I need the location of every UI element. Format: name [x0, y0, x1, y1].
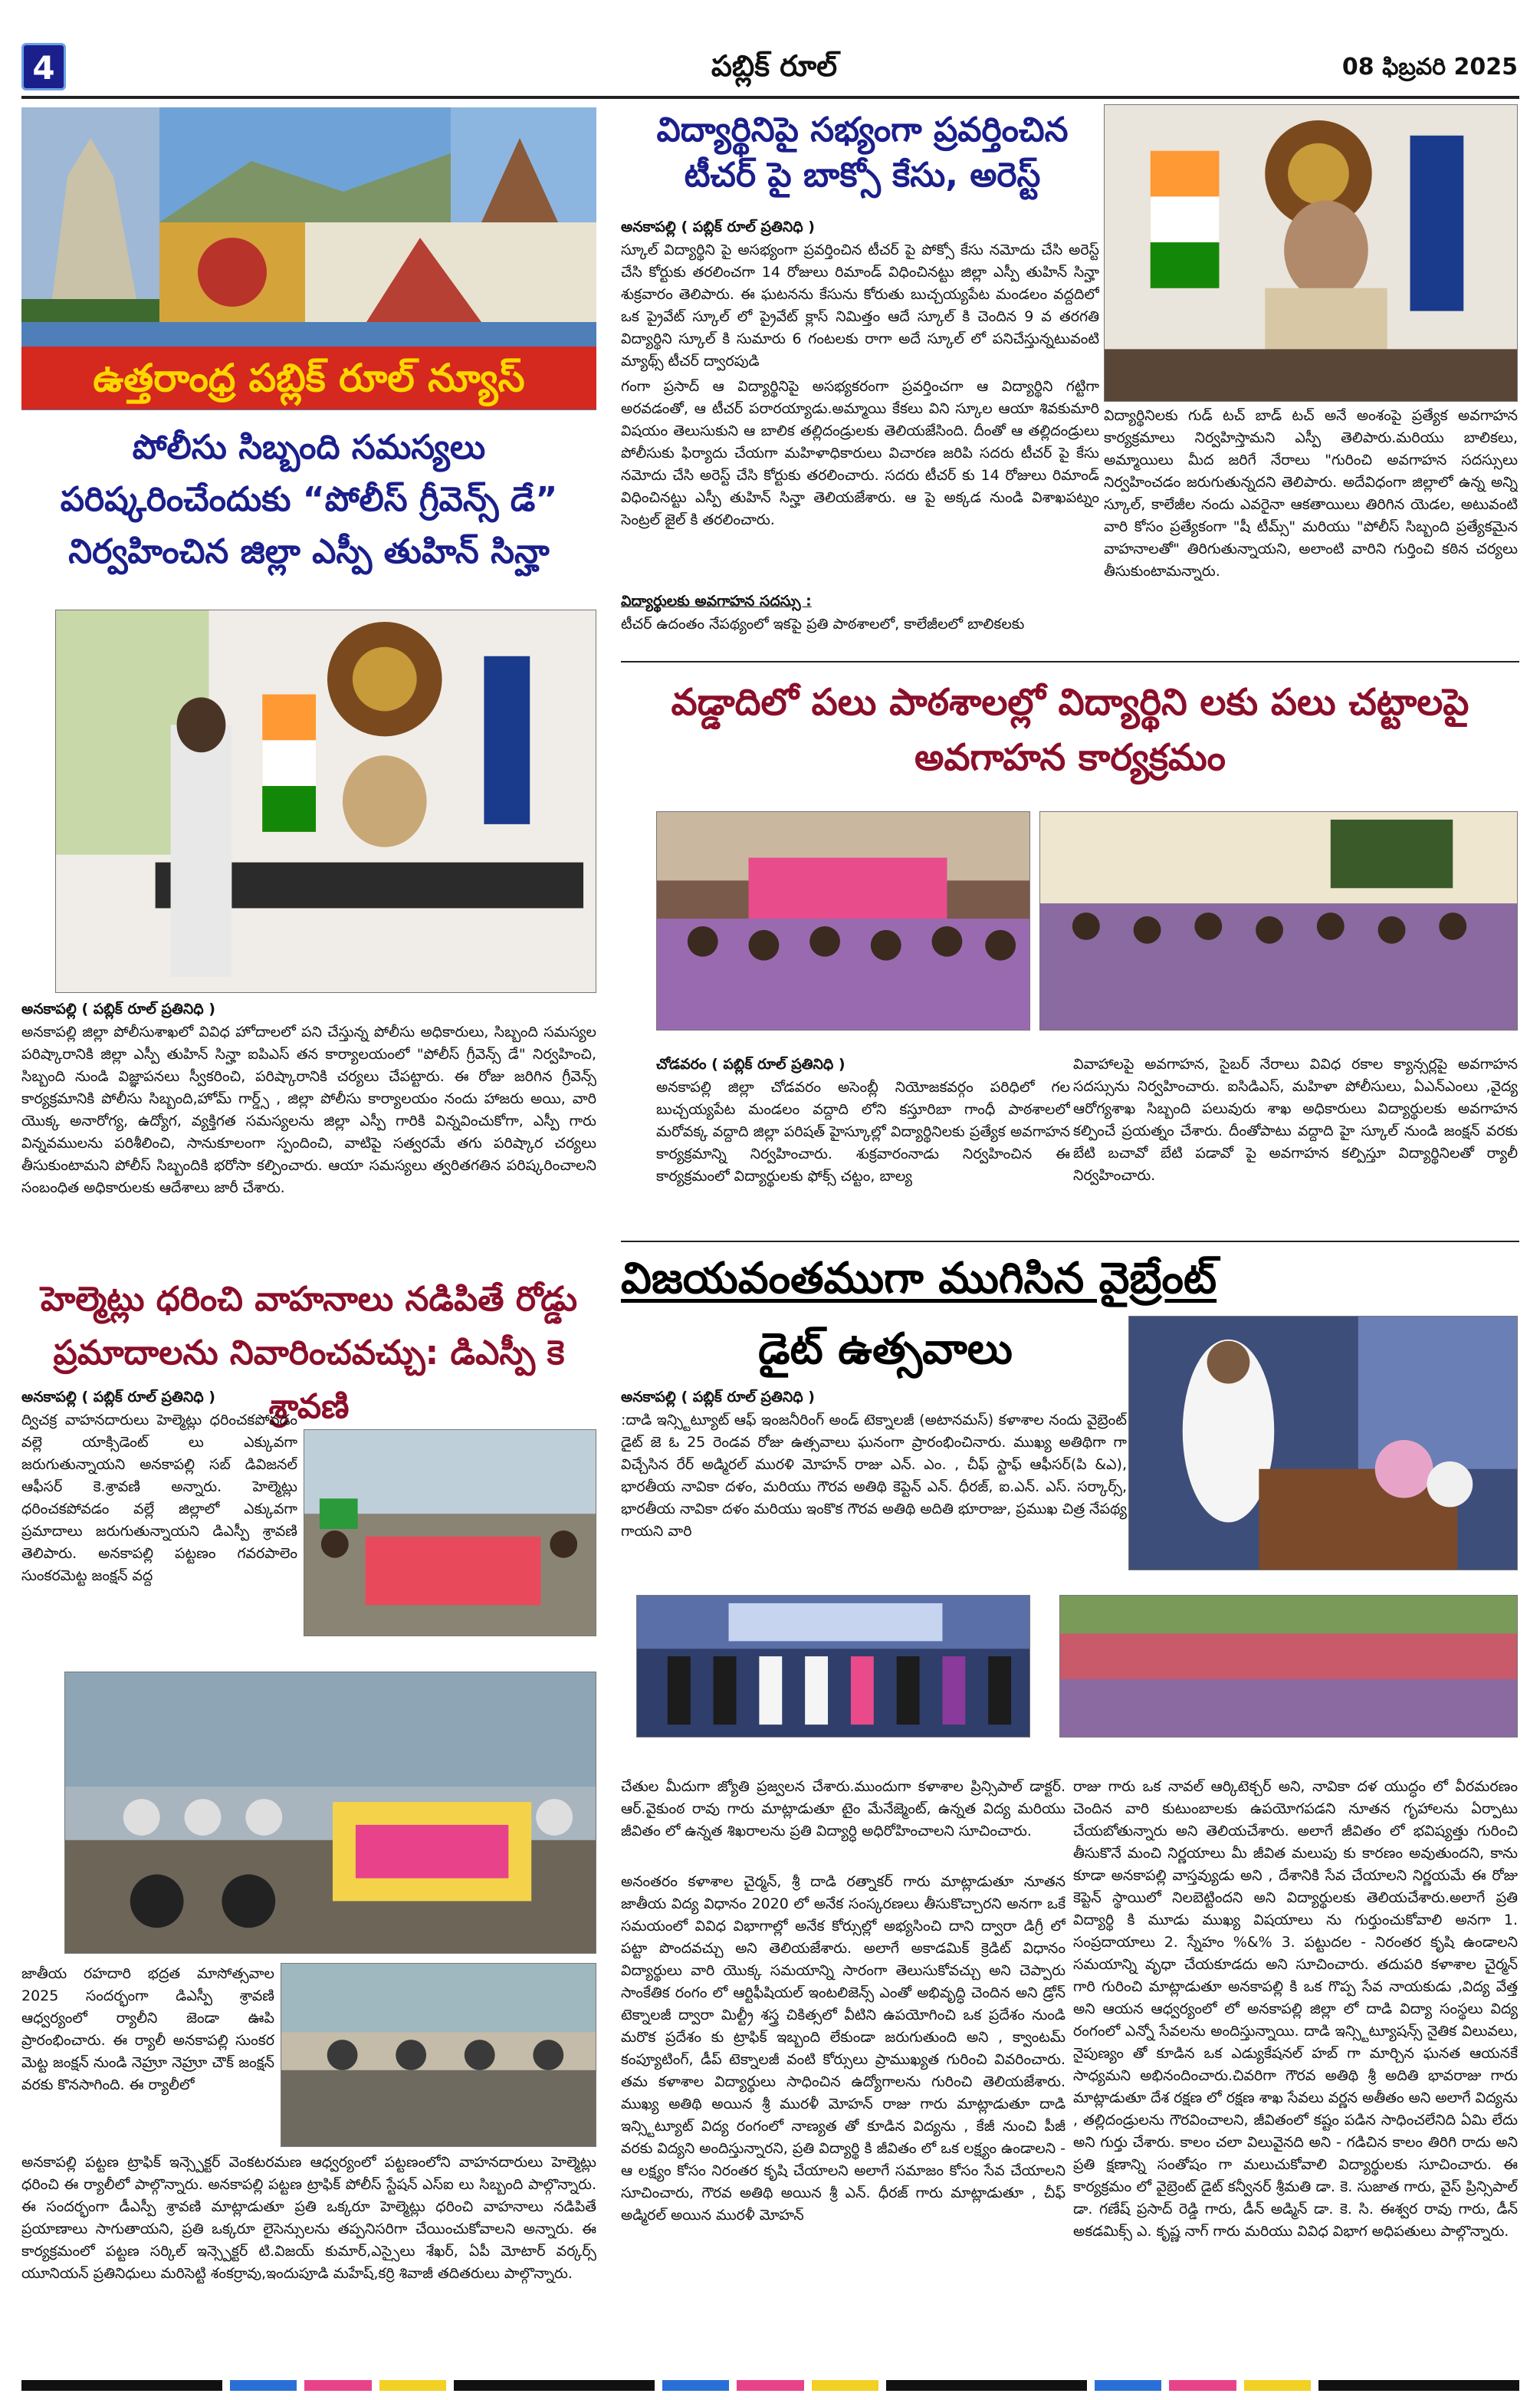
- grievance-paragraph-1: అనకాపల్లి జిల్లా పోలీసుశాఖలో వివిధ హోదాలలో పని చేస్తున్న పోలీసు అధికారులు, సిబ్బంది సమస్యల పరిష్కారానికి జిల్లా ఎస్పీ తుహిన్ సిన్హా ఐపిఎస్ తన కార్యాలయంలో "పోలీస్ గ్రీవెన్స్ డే" నిర్వహించి, సిబ్బంది నుండి విజ్ఞాపనలు స్వీకరించి, పరిష్కారానికి చర్యలు చేపట్టారు. ఈ రోజు జరిగిన గ్రీవెన్స్ కార్యక్రమానికి పోలీసు సిబ్బంది,హోమ్ గార్డ్స్ , జిల్లా పోలీసు కార్యాలయం నందు హాజరు అయి, వారి యొక్క అనారోగ్య, ఉద్యోగ, వ్యక్తిగత సమస్యలను జిల్లా ఎస్పీ గారికి విన్నవించుకోగా, ఎస్పీ గారు విన్నవములను పరిశీలించి, సానుకూలంగా స్పందించి, వాటిపై సత్వరమే తగు పరిష్కార చర్యలు తీసుకుంటామని పోలీస్ సిబ్బందికి భరోసా కల్పించారు. ఆయా సమస్యలు త్వరితగతిన పరిష్కరించాలని సంబంధిత అధికారులకు ఆదేశాలు జారీ చేశారు.: [21, 1024, 596, 1196]
- issue-date: 08 ఫిబ్రవరి 2025: [1341, 54, 1518, 81]
- awareness-paragraph-2: వివాహాలపై అవగాహన, సైబర్ నేరాలు వివిధ రకాల క్యాన్సర్లపై అవగాహన సదస్సును నిర్వహించారు. ఐసిడిఎస్, మహిళా పోలీసులు, ఏఎన్ఎంలు ,వైద్య ఆరోగ్యశాఖ సిబ్బంది పలువురు శాఖ అధికారులు విద్యార్థులకు అవగాహన కల్పించే ప్రయత్నం చేశారు. దీంతోపాటు వద్దాది హై స్కూల్ నుండి జంక్షన్ వరకు బేటి బచావో బేటి పడావో పై అవగాహన కల్పిస్తూ విద్యార్థినిలతో ర్యాలీ నిర్వహించారు.: [1073, 1056, 1518, 1184]
- diet-image-3: [1060, 1596, 1517, 1737]
- helmet-headline-line1: హెల్మెట్లు ధరించి వాహనాలు నడిపితే రోడ్డు: [40, 1280, 578, 1319]
- awareness-top-rule: [621, 661, 1519, 662]
- teacher-body-1: [621, 239, 1099, 592]
- teacher-paragraph-3: టీచర్ ఉదంతం నేపథ్యంలో ఇకపై ప్రతి పాఠశాలలో, కాలేజీలలో బాలికలకు: [621, 616, 1025, 633]
- helmet-photo-3: [281, 1963, 596, 2147]
- print-registration-bar: [21, 2380, 1519, 2391]
- helmet-paragraph-2: జాతీయ రహదారి భద్రత మాసోత్సవాల 2025 సందర్భంగా డిఎస్పీ శ్రావణి ఆధ్వర్యంలో ర్యాలీని జెండా ఊపి ప్రారంభించారు. ఈ ర్యాలీ అనకాపల్లి సుంకర మెట్ట జంక్షన్ నుండి నెహ్రూ నెహ్రూ చౌక్ జంక్షన్ వరకు కొనసాగింది. ఈ ర్యాలీలో: [21, 1965, 274, 2093]
- awareness-photo-1: [656, 811, 1030, 1031]
- teacher-subhead: విద్యార్థులకు అవగాహన సదస్సు :: [621, 593, 812, 610]
- awareness-byline: చోడవరం ( పబ్లిక్ రూల్ ప్రతినిధి ): [656, 1056, 846, 1073]
- diet-headline-line2: డైట్ ఉత్సవాలు: [758, 1324, 1013, 1374]
- sp-office-photo: [1104, 104, 1518, 402]
- grievance-headline-line1: పోలీసు సిబ్బంది సమస్యలు: [132, 428, 486, 467]
- helmet-image-3: [281, 1964, 596, 2146]
- teacher-headline-line1: విద్యార్థినిపై సభ్యంగా ప్రవర్తించిన: [656, 110, 1069, 150]
- grievance-headline-line2: పరిష్కరించేందుకు “పోలీస్ గ్రీవెన్స్ డే”: [60, 480, 558, 519]
- awareness-paragraph-1: అనకాపల్లి జిల్లా చోడవరం అసెంబ్లీ నియోజకవర్గం పరిధిలో గల బుచ్చయ్యపేట మండలం వద్దాది లోని కస్తూరిబా గాంధీ పాఠశాలలో మరోవక్క వద్దాది జిల్లా పరిషత్ హైస్కూల్లో విద్యార్థినిలకు ప్రత్యేక అవగాహన కార్యక్రమాన్ని నిర్వహించారు. శుక్రవారంనాడు నిర్వహించిన ఈ కార్యక్రమంలో విద్యార్థులకు ఫోక్స్ చట్టం, బాల్య: [656, 1079, 1070, 1185]
- paper-name: పబ్లిక్ రూల్: [711, 49, 838, 83]
- regional-banner-label: ఉత్తరాంధ్ర పబ్లిక్ రూల్ న్యూస్: [93, 356, 525, 400]
- grievance-photo: [55, 610, 596, 993]
- diet-paragraph-2: చేతుల మీదుగా జ్యోతి ప్రజ్వలన చేశారు.ముందుగా కళాశాల ప్రిన్సిపాల్ డాక్టర్. ఆర్.వైకుంఠ రావు గారు మాట్లాడుతూ టైం మేనేజ్మెంట్, ఉన్నత విద్య మరియు జీవితం లో ఉన్నత శిఖరాలను ప్రతి విద్యార్ధి అధిరోహించాలని సూచించారు.: [621, 1778, 1066, 1839]
- diet-paragraph-4: రాజు గారు ఒక నావల్ ఆర్కిటెక్చర్ అని, నావికా దళ యుద్ధం లో వీరమరణం చెందిన వారి కుటుంబాలకు ఉపయోగపడని నూతన గృహాలను ఏర్పాటు చేయబోతున్నారు అని తెలియచేశారు. అలాగే జీవితం లో భవిష్యత్తు గురించి తీసుకొనే మంచి నిర్ణయాలు మీ జీవిత మలుపు కు కారణం అవుతుందని, కాను కూడా అనకాపల్లి వాస్తవ్యుడు అని , దేశానికి సేవ చేయాలని నిర్ణయమే ఈ రోజు కెప్టెన్ స్థాయిలో నిలబెట్టిందని అని విద్యార్థులకు తెలియచేశారు.అలాగే ప్రతి విద్యార్థి కి మూడు ముఖ్య విషయాలు ను గుర్తుంచుకోవాలి అనగా 1. సంప్రదాయాలు 2. స్నేహం %&% 3. పట్టుదల - నిరంతర కృషి ఉండాలని సమయాన్ని వృధా చేయకూడదు అని సూచించారు. తదుపరి కళాశాల చైర్మన్ గారి గురించి మాట్లాడుతూ అనకాపల్లి కి ఒక గొప్ప సేవ నాయకుడు ,విద్య వేత్త అని ఆయన ఆధ్వర్యంలో లో అనకాపల్లి జిల్లా లో దాడి విద్యా సంస్థలు విద్య రంగంలో ఎన్నో సేవలను అందిస్తున్నాయి. దాడి ఇన్స్టిట్యూషన్స్ నైతిక విలువలు, నైపుణ్యం తో కూడిన ఒక ఎడ్యుకేషనల్ హబ్ గా మార్చిన ఘనత ఆయనకే సాధ్యమని అభినందించారు.చివరిగా గౌరవ అతిథి శ్రీ అదితి భావరాజు గారు మాట్లాడుతూ దేశ రక్షణ లో రక్షణ శాఖ సేవలు వర్ణన అతీతం అని అలాగే విద్యను , తల్లిదండ్రులను గౌరవించాలని, జీవితంలో కష్టం పడిన సాధించలేనిది ఏమి లేదు అని గుర్తు చేశారు. కాలం చలా విలువైనది అని - గడిచిన కాలం తిరిగి రాదు అని ప్రతి క్షణాన్ని సంతోషం గా మలుచుకోవాలి విద్యార్థులకు సూచించారు. ఈ కార్యక్రమం లో వైబ్రెంట్ డైట్ కన్వీనర్ శ్రీమతి డా. కె. సుజాత గారు, వైస్ ప్రిన్సిపాల్ డా. గణేష్ ప్రసాద్ రెడ్డి గారు, డీన్ అడ్మిన్ డా. కె. సి. ఈశ్వర రావు గారు, డీన్ అకడమిక్స్ ఎ. కృష్ణ నాగ్ గారు మరియు వివిధ విభాగ అధిపతులు పాల్గొన్నారు.: [1073, 1778, 1518, 2240]
- page-number-badge: [21, 43, 66, 90]
- awareness-headline-line1: వడ్డాదిలో పలు పాఠశాలల్లో విద్యార్థిని లకు పలు చట్టాలపై: [671, 681, 1469, 724]
- page-number: 4: [32, 49, 55, 87]
- regional-banner: [21, 347, 596, 409]
- teacher-byline: అనకాపల్లి ( పబ్లిక్ రూల్ ప్రతినిధి ): [621, 219, 815, 235]
- diet-paragraph-3: అనంతరం కళాశాల చైర్మన్, శ్రీ దాడి రత్నాకర్ గారు మాట్లాడుతూ నూతన జాతీయ విద్య విధానం 2020 లో అనేక సంస్కరణలు తీసుకొచ్చారని అనగా ఒకే సమయంలో వివిధ విభాగాల్లో అనేక కోర్సుల్లో అభ్యసించి దాని ద్వారా డిగ్రీ లో పట్టా పొందవచ్చు అని తెలియజేశారు. అలాగే అకాడమిక్ క్రెడిట్ విధానం విద్యార్థులు వారి యొక్క సమయాన్ని సారంగా తెలుసుకోవచ్చు అని చెప్పారు సాంకేతిక రంగం లో ఆర్టిఫీషియల్ ఇంటలిజెన్స్ ఎంతో అభివృద్ధి చెందిన అని డ్రోన్ టెక్నాలజీ ద్వారా మిల్ట్రీ శస్త్ర చికిత్సలో వీటిని ఉపయోగించి ఒక ప్రదేశం నుండి మరొక ప్రదేశం కు ట్రాఫిక్ ఇబ్బంది లేకుండా జరుగుతుంది అని , క్వాంటమ్ కంప్యూటింగ్, డీప్ టెక్నాలజీ వంటి కోర్సులు ప్రాముఖ్యత గురించి వివరించారు. తమ కళాశాల విద్యార్థులు సాధించిన ఉద్యోగాలను గురించి తెలియజేశారు. ముఖ్య అతిథి అయిన శ్రీ మురళీ మోహన్ రాజు గారు మాట్లాడుతూ దాడి ఇన్స్టిట్యూట్ విద్య రంగంలో నాణ్యత తో కూడిన విద్యను , కేజీ నుంచి పీజీ వరకు విద్యని అందిస్తున్నారని, ప్రతి విద్యార్థి కి జీవితం లో ఒక లక్ష్యం ఉండాలని - ఆ లక్ష్యం కోసం నిరంతర కృషి చేయాలని అలాగే సమాజం కోసం సేవ చేయాలని సూచించారు, గౌరవ అతిథి అయిన శ్రీ ఎన్. ధీరజ్ గారు మాట్లాడుతూ , చీఫ్ అడ్మిరల్ అయిన మురళీ మోహన్: [621, 1873, 1066, 2224]
- helmet-image-2: [65, 1672, 596, 1953]
- helmet-byline: అనకాపల్లి ( పబ్లిక్ రూల్ ప్రతినిధి ): [21, 1389, 215, 1405]
- diet-photo-1: [1128, 1316, 1518, 1570]
- diet-headline: [621, 1244, 1217, 1385]
- sp-office-image: [1105, 105, 1517, 401]
- teacher-paragraph-4: విద్యార్థినిలకు గుడ్ టచ్ బాడ్ టచ్ అనే అంశంపై ప్రత్యేక అవగాహన కార్యక్రమాలు నిర్వహిస్తామని ఎస్పీ తెలిపారు.మరియు బాలికలు, అమ్మాయిలు మీద జరిగే నేరాలు "గురించి అవగాహన సదస్సులు నిర్వహించడం జరుగుతున్నదని తెలిపారు. అదేవిధంగా జిల్లాలో ఉన్న అన్ని స్కూల్, కాలేజీల నందు ఎవరైనా ఆకతాయిలు తిరిగిన యెడల, అటువంటి వారి కోసం ప్రత్యేకంగా "షీ టీమ్స్" మరియు "పోలీస్ సిబ్బంది ప్రత్యేకమైన వాహనాలతో" తిరిగుతున్నాయని, అలాంటి వారిని గుర్తించి కఠిన చర్యలు తీసుకుంటామన్నారు.: [1104, 407, 1518, 580]
- grievance-byline: అనకాపల్లి ( పబ్లిక్ రూల్ ప్రతినిధి ): [21, 1001, 215, 1018]
- helmet-photo-1: [304, 1429, 596, 1636]
- awareness-photo-2: [1039, 811, 1518, 1031]
- grievance-headline-line3: నిర్వహించిన జిల్లా ఎస్పీ తుహిన్ సిన్హా: [68, 532, 550, 571]
- helmet-paragraph-3: అనకాపల్లి పట్టణ ట్రాఫిక్ ఇన్స్పెక్టర్ వెంకటరమణ ఆధ్వర్యంలో పట్టణంలోని వాహనదారులు హెల్మెట్లు ధరించి ఈ ర్యాలీలో పాల్గొన్నారు. అనకాపల్లి పట్టణ ట్రాఫిక్ పోలీస్ స్టేషన్ ఎస్ఐ లు సిబ్బంది పాల్గొన్నారు. ఈ సందర్భంగా డీఎస్పీ శ్రావణి మాట్లాడుతూ ప్రతి ఒక్కరూ హెల్మెట్లు ధరించి వాహనాలు నడిపితే ప్రయాణాలు సాగుతాయని, ప్రతి ఒక్కరూ లైసెన్సులను తప్పనిసరిగా చేయించుకోవాలని అన్నారు. ఈ కార్యక్రమంలో పట్టణ సర్కిల్ ఇన్స్పెక్టర్ టి.విజయ్ కుమార్,ఎస్సైలు శేఖర్, ఏపీ మోటార్ వర్కర్స్ యూనియన్ ప్రతినిధులు మరిసెట్టి శంకర్రావు,ఇందుపూడి మహేష్,కర్రి శివాజీ తదితరులు పాల్గొన్నారు.: [21, 2154, 596, 2282]
- grievance-image: [56, 610, 596, 992]
- awareness-image-1: [657, 812, 1029, 1030]
- helmet-image-1: [304, 1430, 596, 1636]
- teacher-paragraph-2: గంగా ప్రసాద్ ఆ విద్యార్థినిపై అసభ్యకరంగా ప్రవర్తించగా ఆ విద్యార్థిని గట్టిగా అరవడంతో, ఆ టీచర్ పరారయ్యాడు.అమ్మాయి కేకలు విని స్కూల ఆయా శివకుమారి విషయం తెలుసుకుని ఆ బాలిక తల్లిదండ్రులకు తెలియజేసింది. దీంతో ఆ తల్లిదండ్రులు పోలీసుకు ఫిర్యాదు చేయగా మహిళాధికారులు విచారణ జరిపి సదరు టీచర్ పై కేసు నమోదు చేసి అరెస్ట్ చేసి కోర్టుకు తరలించారు. సదరు టీచర్ కు 14 రోజులు రిమాండ్ విధించినట్టు ఎస్పీ తుహిన్ సిన్హా తెలియజేశారు. ఆ పై అక్కడ నుండి విశాఖపట్నం సెంట్రల్ జైల్ కి తరలించారు.: [621, 378, 1099, 528]
- header-rule: [21, 96, 1519, 99]
- helmet-paragraph-1: ద్విచక్ర వాహనదారులు హెల్మెట్లు ధరించకపోవడం వల్లె యాక్సిడెంట్ లు ఎక్కువగా జరుగుతున్నాయని అనకాపల్లి సబ్ డివిజనల్ ఆఫీసర్ కె.శ్రావణి అన్నారు. హెల్మెట్లు ధరించకపోవడం వల్లే జిల్లాలో ఎక్కువగా ప్రమాదాలు జరుగుతున్నాయని డిఎస్పీ శ్రావణి తెలిపారు. అనకాపల్లి పట్టణం గవరపాలెం సుంకరమెట్ట జంక్షన్ వద్ద: [21, 1412, 297, 1584]
- diet-image-2: [637, 1596, 1029, 1737]
- diet-top-rule: [621, 1241, 1519, 1242]
- awareness-headline: [621, 675, 1519, 785]
- diet-byline: అనకాపల్లి ( పబ్లిక్ రూల్ ప్రతినిధి ): [621, 1389, 815, 1405]
- diet-headline-line1: విజయవంతముగా ముగిసిన వైబ్రేంట్: [621, 1254, 1217, 1304]
- helmet-headline-line2: ప్రమాదాలను నివారించవచ్చు: డిఎస్పీ కె శ్రావణి: [53, 1333, 565, 1426]
- awareness-image-2: [1040, 812, 1517, 1030]
- diet-paragraph-1: :దాడి ఇన్స్టిట్యూట్ ఆఫ్ ఇంజనీరింగ్ అండ్ టెక్నాలజీ (అటానమస్) కళాశాల నందు వైబ్రెంట్ డైట్ జె ఓ 25 రెండవ రోజు ఉత్సవాలు ఘనంగా ప్రారంభించినారు. ముఖ్య అతిథిగా గా విచ్చేసిన రేర్ అడ్మిరల్ మురళి మోహన్ రాజు ఎన్. ఎం. , చీఫ్ స్టాఫ్ ఆఫీసర్(పి &ఎ), భారతీయ నావికా దళం, మరియు గౌరవ అతిథి కెప్టెన్ ఎన్. ధీరజ్, ఐ.ఎన్. ఎస్. సర్కార్స్, భారతీయ నావికా దళం మరియు ఇంకొక గౌరవ అతిథి అదితి భూరాజు, ప్రముఖ చిత్ర నేపథ్య గాయని వారి: [621, 1412, 1127, 1540]
- awareness-headline-line2: అవగాహన కార్యక్రమం: [914, 736, 1226, 779]
- diet-image-1: [1129, 1317, 1517, 1570]
- teacher-headline: [621, 107, 1104, 199]
- diet-photo-2: [636, 1595, 1030, 1738]
- grievance-headline: [21, 422, 596, 578]
- helmet-photo-2: [64, 1672, 596, 1954]
- teacher-headline-line2: టీచర్ పై బాక్సో కేసు, అరెస్ట్: [684, 156, 1041, 196]
- diet-photo-3: [1059, 1595, 1518, 1738]
- teacher-paragraph-1: స్కూల్ విద్యార్థిని పై అసభ్యంగా ప్రవర్తించిన టీచర్ పై పోక్సో కేసు నమోదు చేసి అరెస్ట్ చేసి కోర్టుకు తరలించగా 14 రోజులు రిమాండ్ విధించినట్టు జిల్లా ఎస్పీ తుహిన్ సిన్హా శుక్రవారం తెలిపారు. ఈ ఘటనను కేసును కోరుతు బుచ్చయ్యపేట మండలం వద్దదిలో ఒక ప్రైవేట్ స్కూల్ లో ప్రైవేట్ క్లాస్ నిమిత్తం ఆదే స్కూల్ కి చెందిన 9 వ తరగతి విద్యార్థిని స్కూల్ కి సుమారు 6 గంటలకు రాగా అదే స్కూల్ లో పనిచేస్తున్నటువంటి మ్యాథ్స్ టీచర్ ద్వారపుడి: [621, 242, 1099, 370]
